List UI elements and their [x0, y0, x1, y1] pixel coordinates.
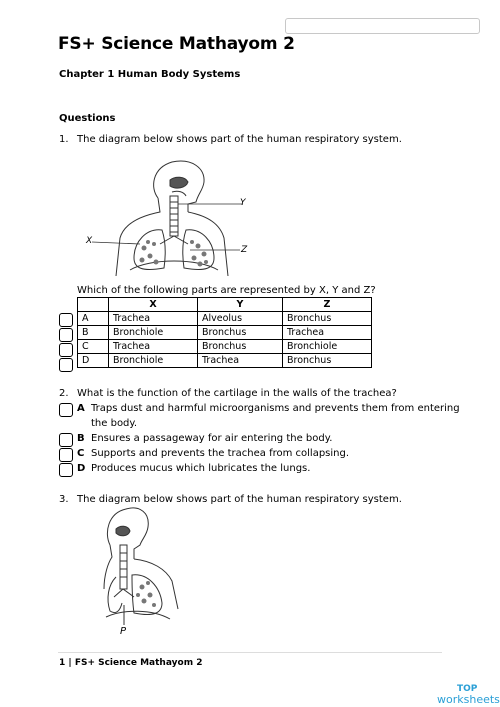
option-text: Ensures a passageway for air entering the body. [91, 433, 333, 444]
brand-logo-top: TOP [457, 684, 478, 694]
footer-divider [58, 652, 442, 653]
answer-checkbox-b[interactable] [59, 433, 73, 447]
cell-z: Trachea [283, 326, 372, 340]
table-row [78, 354, 372, 368]
row-letter: C [78, 340, 109, 354]
respiratory-diagram-2 [100, 505, 190, 635]
table-row [78, 326, 372, 340]
label-x: X [86, 236, 93, 246]
question-subprompt: Which of the following parts are represented by X, Y and Z? [77, 285, 376, 296]
question-number: 1. [59, 134, 69, 145]
option-letter: A [77, 403, 85, 414]
name-input[interactable] [285, 18, 480, 34]
brand-logo-worksheets: worksheets [437, 693, 500, 706]
row-letter: D [78, 354, 109, 368]
question-number: 2. [59, 388, 69, 399]
question-prompt: The diagram below shows part of the human respiratory system. [77, 134, 402, 145]
cell-x: Bronchiole [109, 354, 198, 368]
row-letter: B [78, 326, 109, 340]
label-p: P [120, 626, 127, 637]
option-letter: D [77, 463, 86, 474]
option-letter: B [77, 433, 85, 444]
answer-checkbox-b[interactable] [59, 328, 73, 342]
label-z: Z [241, 245, 248, 255]
option-line: Traps dust and harmful microorganisms and prevents them from entering [91, 403, 460, 414]
cell-y: Alveolus [198, 312, 283, 326]
table-header-y: Y [198, 298, 283, 312]
cell-z: Bronchus [283, 354, 372, 368]
cell-z: Bronchus [283, 312, 372, 326]
question-number: 3. [59, 494, 69, 505]
respiratory-diagram-1 [80, 158, 270, 276]
page-title: FS+ Science Mathayom 2 [58, 34, 295, 54]
option-letter: C [77, 448, 85, 459]
cell-y: Bronchus [198, 340, 283, 354]
cell-x: Trachea [109, 340, 198, 354]
answer-checkbox-a[interactable] [59, 313, 73, 327]
table-header-z: Z [283, 298, 372, 312]
option-line: the body. [91, 418, 138, 429]
cell-z: Bronchiole [283, 340, 372, 354]
table-header-x: X [109, 298, 198, 312]
label-y: Y [240, 198, 246, 208]
option-text: Supports and prevents the trachea from collapsing. [91, 448, 350, 459]
table-row [78, 312, 372, 326]
question-prompt: The diagram below shows part of the human respiratory system. [77, 494, 402, 505]
chapter-heading: Chapter 1 Human Body Systems [59, 69, 241, 80]
table-row [78, 340, 372, 354]
page-footer: 1 | FS+ Science Mathayom 2 [59, 658, 203, 668]
cell-y: Trachea [198, 354, 283, 368]
cell-x: Bronchiole [109, 326, 198, 340]
answer-checkbox-d[interactable] [59, 358, 73, 372]
cell-y: Bronchus [198, 326, 283, 340]
answer-checkbox-c[interactable] [59, 343, 73, 357]
answer-checkbox-d[interactable] [59, 463, 73, 477]
answer-checkbox-c[interactable] [59, 448, 73, 462]
table-header-row [78, 298, 372, 312]
options-table [77, 297, 372, 368]
option-text [91, 401, 461, 431]
question-prompt: What is the function of the cartilage in the walls of the trachea? [77, 388, 397, 399]
option-text: Produces mucus which lubricates the lungs. [91, 463, 311, 474]
row-letter: A [78, 312, 109, 326]
cell-x: Trachea [109, 312, 198, 326]
table-header-blank [78, 298, 109, 312]
answer-checkbox-a[interactable] [59, 403, 73, 417]
questions-heading: Questions [59, 113, 116, 124]
